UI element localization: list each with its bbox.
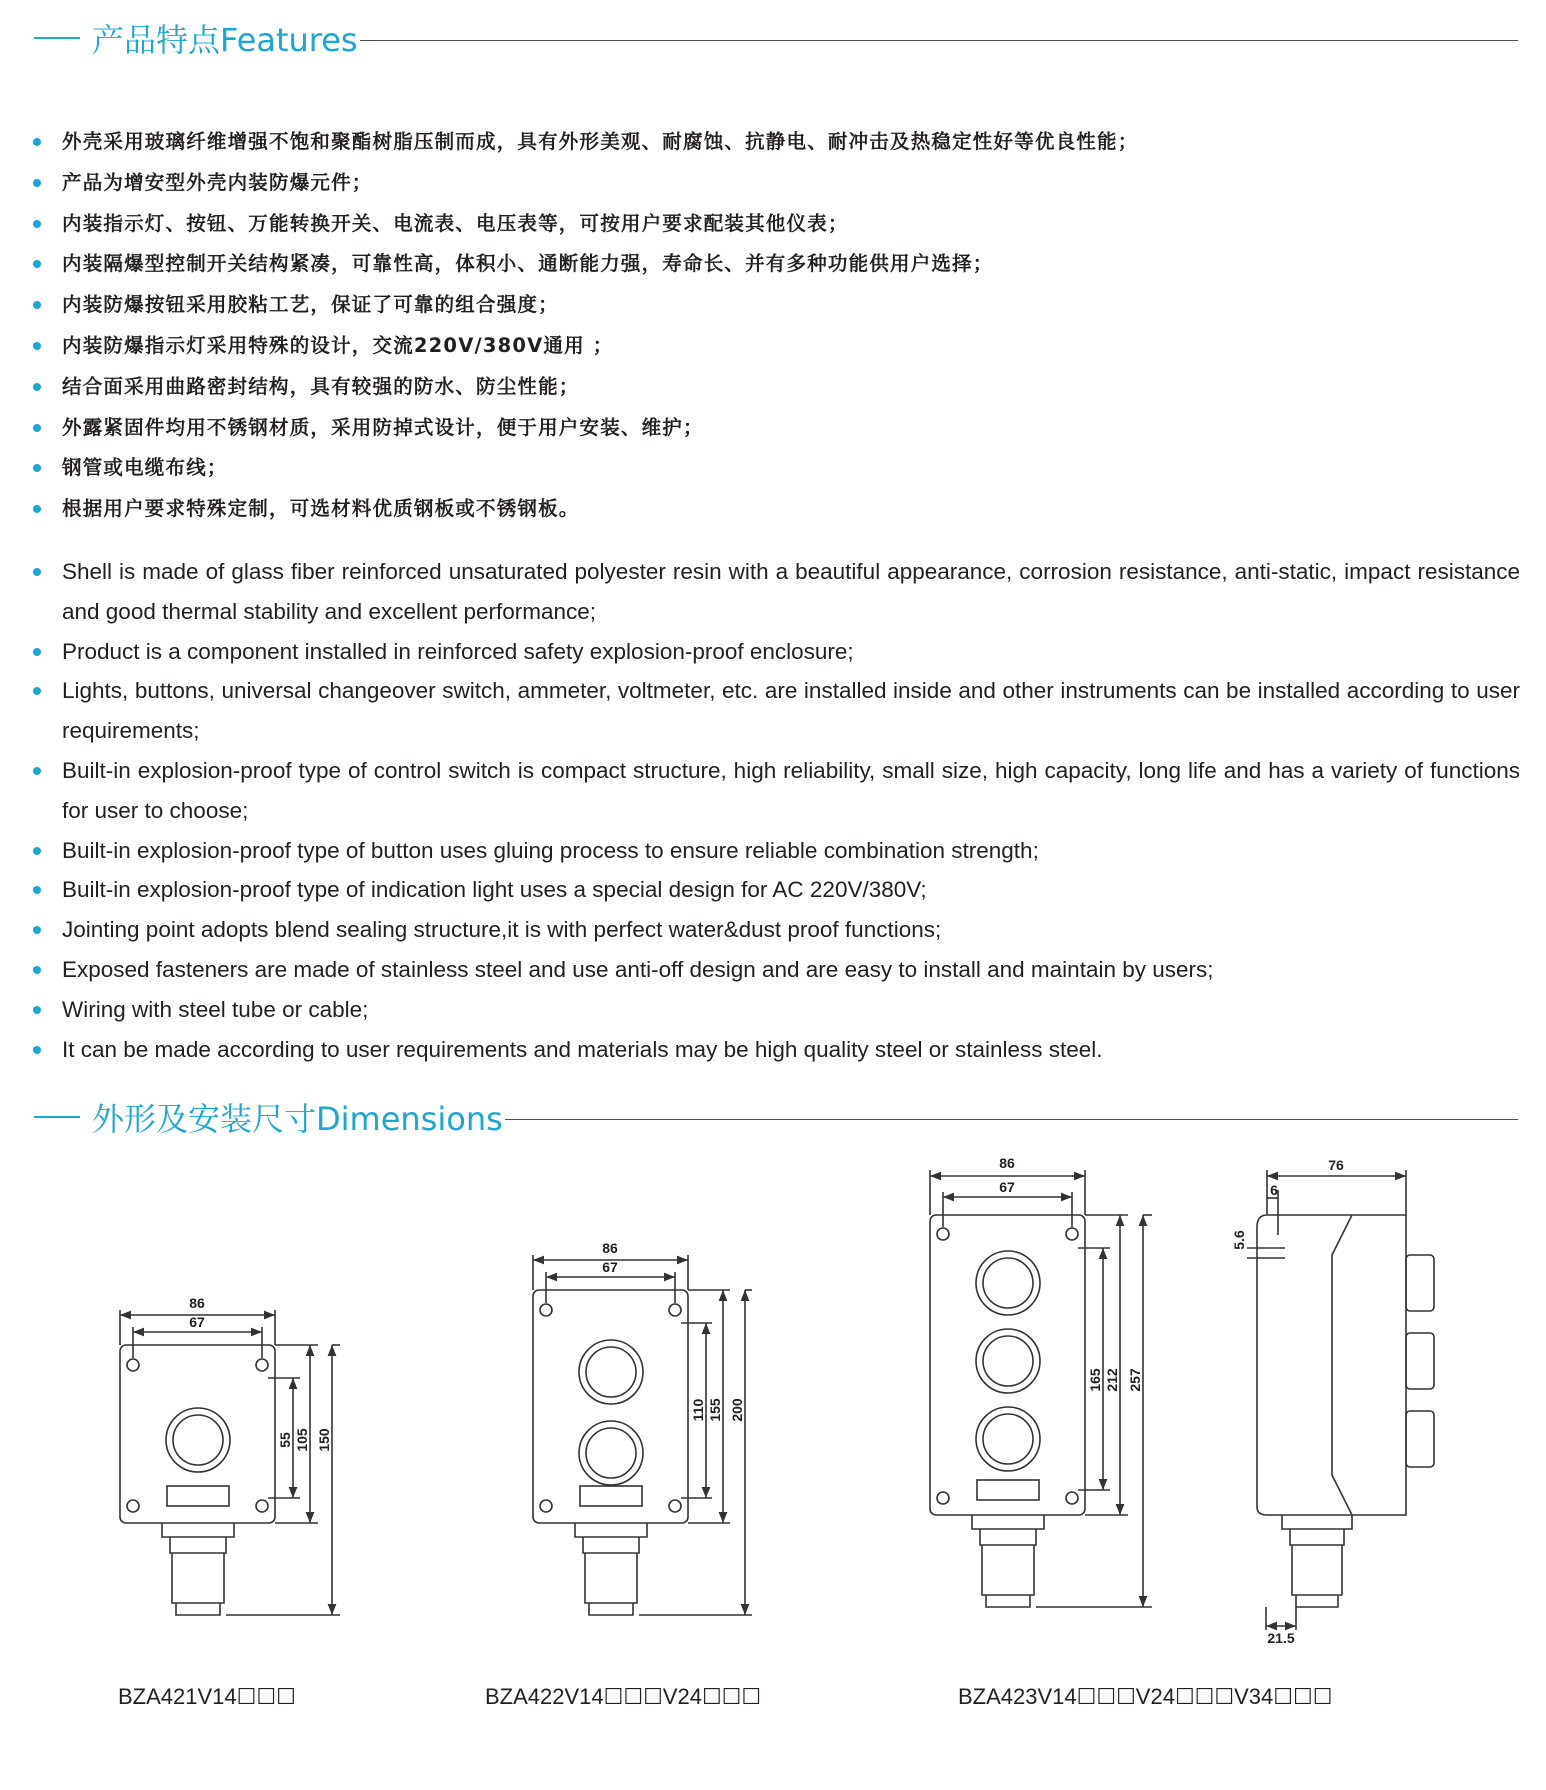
feature-item xyxy=(30,751,1520,831)
dim-label: 67 xyxy=(189,1314,205,1330)
bullet-dot xyxy=(33,260,41,268)
bullet-dot xyxy=(33,767,41,775)
feature-text: 外壳采用玻璃纤维增强不饱和聚酯树脂压制而成，具有外形美观、耐腐蚀、抗静电、耐冲击及热稳定性好等优良性能； xyxy=(62,130,1139,153)
features-heading xyxy=(34,18,1518,58)
bullet-dot xyxy=(33,505,41,513)
bullet-dot xyxy=(33,926,41,934)
feature-text: 结合面采用曲路密封结构，具有较强的防水、防尘性能； xyxy=(62,374,580,398)
dim-label: 257 xyxy=(1127,1368,1143,1392)
bullet-dot xyxy=(33,1046,41,1054)
feature-item xyxy=(30,408,1520,449)
dim-label: 67 xyxy=(999,1179,1015,1195)
feature-item xyxy=(30,910,1520,950)
bullet-dot xyxy=(33,568,41,576)
dim-label: 110 xyxy=(690,1398,706,1422)
feature-item xyxy=(30,831,1520,871)
bullet-dot xyxy=(33,138,41,146)
feature-item xyxy=(30,552,1520,632)
drawing-model-1 xyxy=(120,1310,340,1615)
feature-item xyxy=(30,326,1520,367)
feature-text: Exposed fasteners are made of stainless steel and use anti-off design and are easy to install and maintain by users; xyxy=(62,956,1214,982)
bullet-dot xyxy=(33,342,41,350)
feature-text: 产品为增安型外壳内装防爆元件； xyxy=(62,170,373,194)
feature-item xyxy=(30,285,1520,326)
bullet-dot xyxy=(33,179,41,187)
feature-item xyxy=(30,448,1520,489)
heading-rule xyxy=(360,40,1518,41)
bullet-dot xyxy=(33,1006,41,1014)
heading-dash xyxy=(34,37,80,39)
model-caption-1: BZA421V14☐☐☐ xyxy=(118,1684,296,1709)
dim-label: 55 xyxy=(277,1432,293,1448)
feature-text: Jointing point adopts blend sealing structure,it is with perfect water&dust proof functions; xyxy=(62,917,942,943)
model-caption-2: BZA422V14☐☐☐V24☐☐☐ xyxy=(485,1684,762,1709)
dim-label: 155 xyxy=(707,1398,723,1422)
feature-item xyxy=(30,870,1520,910)
feature-text: 内装指示灯、按钮、万能转换开关、电流表、电压表等，可按用户要求配装其他仪表； xyxy=(62,211,849,235)
bullet-dot xyxy=(33,301,41,309)
heading-rule xyxy=(505,1119,1518,1120)
feature-item xyxy=(30,990,1520,1030)
model-caption-3: BZA423V14☐☐☐V24☐☐☐V34☐☐☐ xyxy=(958,1684,1333,1709)
drawing-side-view xyxy=(1247,1170,1434,1630)
feature-text: Built-in explosion-proof type of button uses gluing process to ensure reliable combination strength; xyxy=(62,837,1039,863)
feature-text: Product is a component installed in reinforced safety explosion-proof enclosure; xyxy=(62,638,854,664)
bullet-dot xyxy=(33,383,41,391)
dim-label: 150 xyxy=(316,1428,332,1452)
dim-label: 67 xyxy=(602,1259,618,1275)
dim-label: 86 xyxy=(189,1295,205,1311)
bullet-dot xyxy=(33,687,41,695)
feature-item xyxy=(30,950,1520,990)
feature-text: Lights, buttons, universal changeover switch, ammeter, voltmeter, etc. are installed inside and other instruments can be installed according to user requirements; xyxy=(62,678,1520,744)
bullet-dot xyxy=(33,464,41,472)
heading-dash xyxy=(34,1116,80,1118)
feature-text: It can be made according to user requirements and materials may be high quality steel or stainless steel. xyxy=(62,1036,1103,1062)
feature-text: Built-in explosion-proof type of indication light uses a special design for AC 220V/380V; xyxy=(62,877,927,903)
feature-text: 外露紧固件均用不锈钢材质，采用防掉式设计，便于用户安装、维护； xyxy=(62,415,704,439)
features-title: 产品特点Features xyxy=(92,21,358,59)
features-list-chinese xyxy=(30,122,1520,530)
drawing-model-2 xyxy=(533,1255,752,1615)
dim-label: 200 xyxy=(729,1398,745,1422)
dim-label: 105 xyxy=(294,1428,310,1452)
bullet-dot xyxy=(33,886,41,894)
dim-label: 5.6 xyxy=(1231,1230,1247,1250)
feature-item xyxy=(30,1030,1520,1070)
feature-item xyxy=(30,204,1520,245)
feature-text: Wiring with steel tube or cable; xyxy=(62,996,369,1022)
feature-text: 内装防爆按钮采用胶粘工艺，保证了可靠的组合强度； xyxy=(62,293,559,317)
feature-text: 内装防爆指示灯采用特殊的设计，交流220V/380V通用 ； xyxy=(62,333,614,357)
dimensions-title: 外形及安装尺寸Dimensions xyxy=(92,1100,503,1138)
dim-label: 21.5 xyxy=(1267,1630,1295,1646)
dim-label: 86 xyxy=(602,1240,618,1256)
feature-text: Built-in explosion-proof type of control switch is compact structure, high reliability, small size, high capacity, long life and has a variety of functions for user to choose; xyxy=(62,757,1520,823)
feature-item xyxy=(30,489,1520,530)
feature-item xyxy=(30,163,1520,204)
bullet-dot xyxy=(33,966,41,974)
dimensions-heading xyxy=(34,1097,1518,1137)
features-list-english xyxy=(30,552,1520,1069)
feature-item xyxy=(30,671,1520,751)
dim-label: 86 xyxy=(999,1155,1015,1171)
feature-item xyxy=(30,632,1520,672)
feature-text: 根据用户要求特殊定制，可选材料优质钢板或不锈钢板。 xyxy=(62,497,580,521)
dim-label: 212 xyxy=(1104,1368,1120,1392)
feature-text: Shell is made of glass fiber reinforced unsaturated polyester resin with a beautiful appearance, corrosion resistance, anti-static, impact resistance and good thermal stability and excellent performance; xyxy=(62,559,1520,624)
bullet-dot xyxy=(33,220,41,228)
bullet-dot xyxy=(33,847,41,855)
feature-text: 钢管或电缆布线； xyxy=(62,456,228,480)
bullet-dot xyxy=(33,648,41,656)
feature-item xyxy=(30,367,1520,408)
bullet-dot xyxy=(33,424,41,432)
feature-item xyxy=(30,122,1520,163)
feature-text: 内装隔爆型控制开关结构紧凑，可靠性高，体积小、通断能力强，寿命长、并有多种功能供用户选择； xyxy=(62,252,994,276)
dim-label: 165 xyxy=(1087,1368,1103,1392)
feature-item xyxy=(30,244,1520,285)
dim-label: 6 xyxy=(1270,1182,1278,1198)
dim-label: 76 xyxy=(1328,1157,1344,1173)
